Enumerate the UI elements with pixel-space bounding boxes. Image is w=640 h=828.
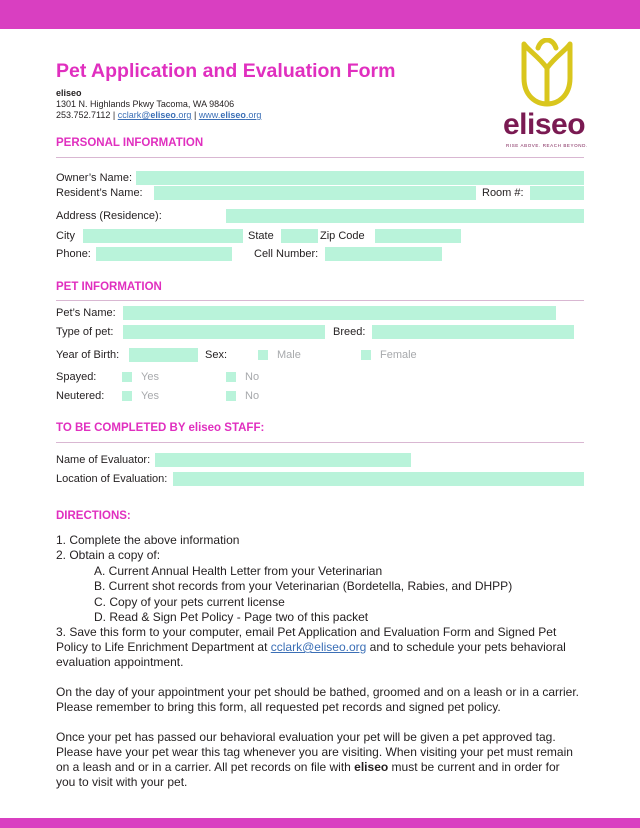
address-label: Address (Residence): (56, 210, 162, 222)
spayed-no-checkbox[interactable] (226, 372, 236, 382)
female-checkbox[interactable] (361, 350, 371, 360)
divider (56, 157, 584, 158)
divider (56, 442, 584, 443)
neutered-yes-checkbox[interactable] (122, 391, 132, 401)
city-field[interactable] (83, 229, 243, 243)
step-3-line2: Policy to Life Enrichment Department at cclark@eliseo.org and to schedule your pets behavioral (56, 640, 566, 654)
location-label: Location of Evaluation: (56, 473, 168, 485)
separator: | (112, 110, 116, 120)
org-phone: 253.752.7112 (56, 110, 111, 120)
address-field[interactable] (226, 209, 584, 223)
state-label: State (248, 230, 274, 242)
year-label: Year of Birth: (56, 349, 120, 361)
neutered-yes-label: Yes (141, 390, 159, 402)
bottom-banner (0, 818, 640, 828)
pet-heading: PET INFORMATION (56, 281, 162, 293)
pet-type-label: Type of pet: (56, 326, 114, 338)
zip-label: Zip Code (320, 230, 365, 242)
org-name: eliseo (56, 88, 82, 98)
room-label: Room #: (482, 187, 524, 199)
step-3-line3: evaluation appointment. (56, 655, 184, 669)
spayed-yes-label: Yes (141, 371, 159, 383)
location-field[interactable] (173, 472, 584, 486)
breed-label: Breed: (333, 326, 366, 338)
org-contact (56, 110, 261, 120)
top-banner (0, 0, 640, 29)
room-field[interactable] (530, 186, 584, 200)
separator: | (193, 110, 197, 120)
pet-name-field[interactable] (123, 306, 556, 320)
email-link[interactable]: cclark@eliseo.org (117, 110, 192, 120)
neutered-no-label: No (245, 390, 260, 402)
neutered-label: Neutered: (56, 390, 105, 402)
para1-line1: On the day of your appointment your pet should be bathed, groomed and on a leash or in a carrier. (56, 685, 580, 699)
neutered-no-checkbox[interactable] (226, 391, 236, 401)
sex-label: Sex: (205, 349, 228, 361)
logo-tagline: RISE ABOVE. REACH BEYOND. (506, 143, 588, 148)
para2-line1: Once your pet has passed our behavioral evaluation your pet will be given a pet approved tag. (56, 730, 556, 744)
page-title: Pet Application and Evaluation Form (56, 60, 396, 82)
spayed-label: Spayed: (56, 371, 97, 383)
step-2: 2. Obtain a copy of: (56, 548, 161, 562)
owner-name-field[interactable] (136, 171, 584, 185)
female-label: Female (380, 349, 417, 361)
directions-email-link[interactable]: cclark@eliseo.org (270, 640, 367, 654)
org-address: 1301 N. Highlands Pkwy Tacoma, WA 98406 (56, 99, 235, 109)
evaluator-label: Name of Evaluator: (56, 454, 151, 466)
phone-field[interactable] (96, 247, 232, 261)
directions-heading: DIRECTIONS: (56, 510, 131, 522)
para2-line4: you to visit with your pet. (56, 775, 188, 789)
para1-line2: Please remember to bring this form, all requested pet records and signed pet policy. (56, 700, 501, 714)
divider (56, 300, 584, 301)
logo-wordmark: eliseo (503, 108, 586, 141)
year-field[interactable] (129, 348, 198, 362)
step-2d: D. Read & Sign Pet Policy - Page two of this packet (94, 610, 369, 624)
staff-heading: TO BE COMPLETED BY eliseo STAFF: (56, 422, 265, 434)
male-checkbox[interactable] (258, 350, 268, 360)
website-link[interactable]: www.eliseo.org (198, 110, 262, 120)
step-1: 1. Complete the above information (56, 533, 240, 547)
resident-name-field[interactable] (154, 186, 476, 200)
state-field[interactable] (281, 229, 318, 243)
cell-field[interactable] (325, 247, 442, 261)
male-label: Male (277, 349, 301, 361)
resident-label: Resident’s Name: (56, 187, 143, 199)
owner-label: Owner’s Name: (56, 172, 133, 184)
cell-label: Cell Number: (254, 248, 319, 260)
tulip-logo-icon (518, 38, 576, 108)
pet-name-label: Pet’s Name: (56, 307, 116, 319)
spayed-no-label: No (245, 371, 260, 383)
city-label: City (56, 230, 75, 242)
phone-label: Phone: (56, 248, 91, 260)
personal-heading: PERSONAL INFORMATION (56, 137, 204, 149)
step-2a: A. Current Annual Health Letter from your Veterinarian (94, 564, 383, 578)
para2-line3: on a leash and or in a carrier. All pet records on file with eliseo must be current and in order for (56, 760, 560, 774)
breed-field[interactable] (372, 325, 574, 339)
para2-line2: Please have your pet wear this tag whenever you are visiting. When visiting your pet must remain (56, 745, 573, 759)
step-2b: B. Current shot records from your Veterinarian (Bordetella, Rabies, and DHPP) (94, 579, 513, 593)
zip-field[interactable] (375, 229, 461, 243)
spayed-yes-checkbox[interactable] (122, 372, 132, 382)
step-2c: C. Copy of your pets current license (94, 595, 285, 609)
pet-type-field[interactable] (123, 325, 325, 339)
step-3-line1: 3. Save this form to your computer, email Pet Application and Evaluation Form and Signed Pet (56, 625, 557, 639)
evaluator-field[interactable] (155, 453, 411, 467)
